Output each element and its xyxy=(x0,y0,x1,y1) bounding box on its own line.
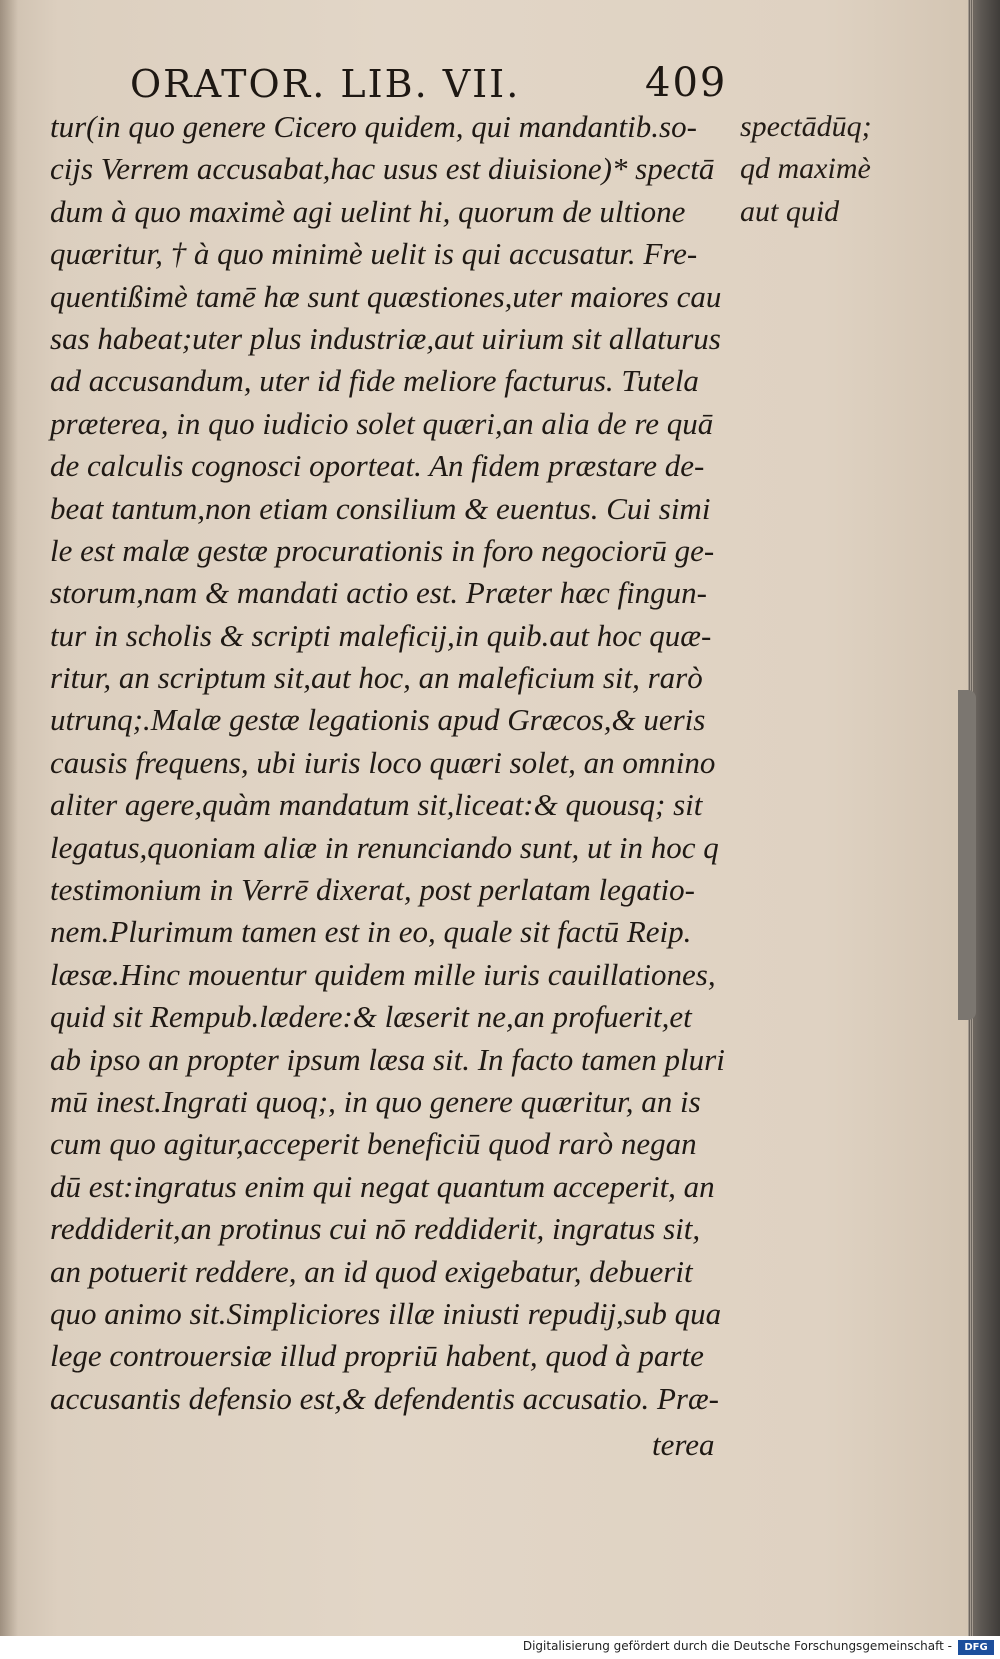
text-line: utrunq;.Malæ gestæ legationis apud Græcos,& ueris xyxy=(50,702,706,738)
text-line: mū inest.Ingrati quoq;, in quo genere quæritur, an is xyxy=(50,1083,701,1119)
text-line: læsæ.Hinc mouentur quidem mille iuris cauillationes, xyxy=(50,956,716,992)
funding-credit: Digitalisierung gefördert durch die Deutsche Forschungsgemeinschaft - xyxy=(522,1639,952,1653)
catchword: terea xyxy=(652,1427,715,1462)
margin-note-line: aut quid xyxy=(740,194,840,228)
text-line: præterea, in quo iudicio solet quæri,an alia de re quā xyxy=(50,405,714,441)
running-header xyxy=(130,50,728,110)
text-line: quid sit Rempub.lædere:& læserit ne,an profuerit,et xyxy=(50,999,692,1035)
text-line: cum quo agitur,acceperit beneficiū quod rarò negan xyxy=(50,1126,697,1162)
running-title: ORATOR. LIB. VII. xyxy=(130,62,521,106)
margin-note xyxy=(740,106,960,233)
text-line: dum à quo maximè agi uelint hi, quorum de ultione xyxy=(50,193,686,229)
dfg-logo: DFG xyxy=(958,1640,994,1655)
text-line: an potuerit reddere, an id quod exigebatur, debuerit xyxy=(50,1253,693,1289)
page-number: 409 xyxy=(645,60,728,106)
text-line: sas habeat;uter plus industriæ,aut uirium sit allaturus xyxy=(50,320,721,356)
text-line: le est malæ gestæ procurationis in foro negociorū ge- xyxy=(50,532,715,568)
body-text xyxy=(50,106,730,1420)
text-line: tur in scholis & scripti maleficij,in quib.aut hoc quæ- xyxy=(50,617,712,653)
text-line: beat tantum,non etiam consilium & euentus. Cui simi xyxy=(50,490,711,526)
text-line: accusantis defensio est,& defendentis accusatio. Præ- xyxy=(50,1380,719,1416)
text-line: ritur, an scriptum sit,aut hoc, an maleficium sit, rarò xyxy=(50,660,703,696)
book-clasp xyxy=(958,690,976,1020)
text-line: ab ipso an propter ipsum læsa sit. In facto tamen pluri xyxy=(50,1041,725,1077)
text-line: aliter agere,quàm mandatum sit,liceat:& quousq; sit xyxy=(50,787,703,823)
text-line: lege controuersiæ illud propriū habent, quod à parte xyxy=(50,1338,704,1374)
text-line: de calculis cognosci oporteat. An fidem præstare de- xyxy=(50,448,705,484)
text-line: storum,nam & mandati actio est. Præter hæc fingun- xyxy=(50,575,708,611)
text-line: testimonium in Verrē dixerat, post perlatam legatio- xyxy=(50,872,695,908)
text-line: cijs Verrem accusabat,hac usus est diuisione)* spectā xyxy=(50,151,715,187)
text-line: quæritur, † à quo minimè uelit is qui accusatur. Fre- xyxy=(50,236,698,272)
text-line: nem.Plurimum tamen est in eo, quale sit factū Reip. xyxy=(50,914,692,950)
text-line: causis frequens, ubi iuris loco quæri solet, an omnino xyxy=(50,744,716,780)
text-line: quentißimè tamē hæ sunt quæstiones,uter maiores cau xyxy=(50,278,722,314)
text-line: reddiderit,an protinus cui nō reddiderit, ingratus sit, xyxy=(50,1211,701,1247)
text-line: tur(in quo genere Cicero quidem, qui mandantib.so- xyxy=(50,109,697,144)
text-line: legatus,quoniam aliæ in renunciando sunt, ut in hoc q xyxy=(50,829,719,865)
text-line: dū est:ingratus enim qui negat quantum acceperit, an xyxy=(50,1168,715,1204)
margin-note-line: spectādūq; xyxy=(740,110,872,143)
text-line: ad accusandum, uter id fide meliore facturus. Tutela xyxy=(50,363,699,399)
gutter-shadow xyxy=(0,0,18,1636)
digitization-footer xyxy=(0,1636,1000,1659)
margin-note-line: qd maximè xyxy=(740,152,871,186)
text-line: quo animo sit.Simpliciores illæ iniusti repudij,sub qua xyxy=(50,1295,722,1331)
